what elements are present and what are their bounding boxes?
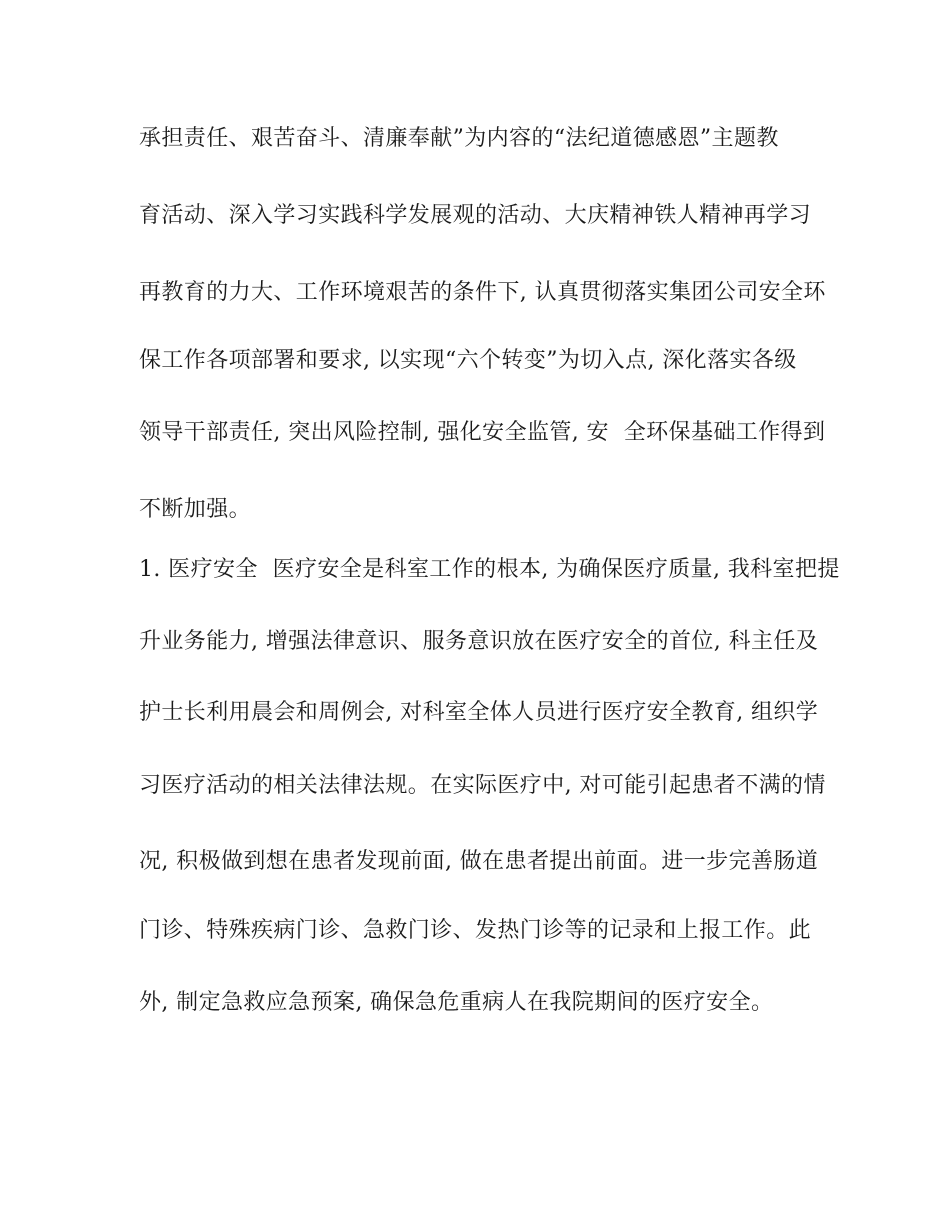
text-line: 不断加强。 [139,497,252,522]
text-line: 1. 医疗安全 医疗安全是科室工作的根本, 为确保医疗质量, 我科室把提 [139,557,840,582]
text-line: 育活动、深入学习实践科学发展观的活动、大庆精神铁人精神再学习 [139,203,812,228]
text-line: 保工作各项部署和要求, 以实现“六个转变”为切入点, 深化落实各级 [139,348,797,373]
text-line: 门诊、特殊疾病门诊、急救门诊、发热门诊等的记录和上报工作。此 [139,918,812,943]
text-line: 再教育的力大、工作环境艰苦的条件下, 认真贯彻落实集团公司安全环 [139,280,826,305]
text-line: 领导干部责任, 突出风险控制, 强化安全监管, 安 全环保基础工作得到 [139,420,826,445]
text-line: 升业务能力, 增强法律意识、服务意识放在医疗安全的首位, 科主任及 [139,629,819,654]
text-line: 护士长利用晨会和周例会, 对科室全体人员进行医疗安全教育, 组织学 [139,700,819,725]
text-line: 承担责任、艰苦奋斗、清廉奉献”为内容的“法纪道德感恩”主题教 [139,126,779,151]
text-line: 外, 制定急救应急预案, 确保急危重病人在我院期间的医疗安全。 [139,990,774,1015]
text-line: 况, 积极做到想在患者发现前面, 做在患者提出前面。进一步完善肠道 [139,849,819,874]
text-line: 习医疗活动的相关法律法规。在实际医疗中, 对可能引起患者不满的情 [139,773,826,798]
